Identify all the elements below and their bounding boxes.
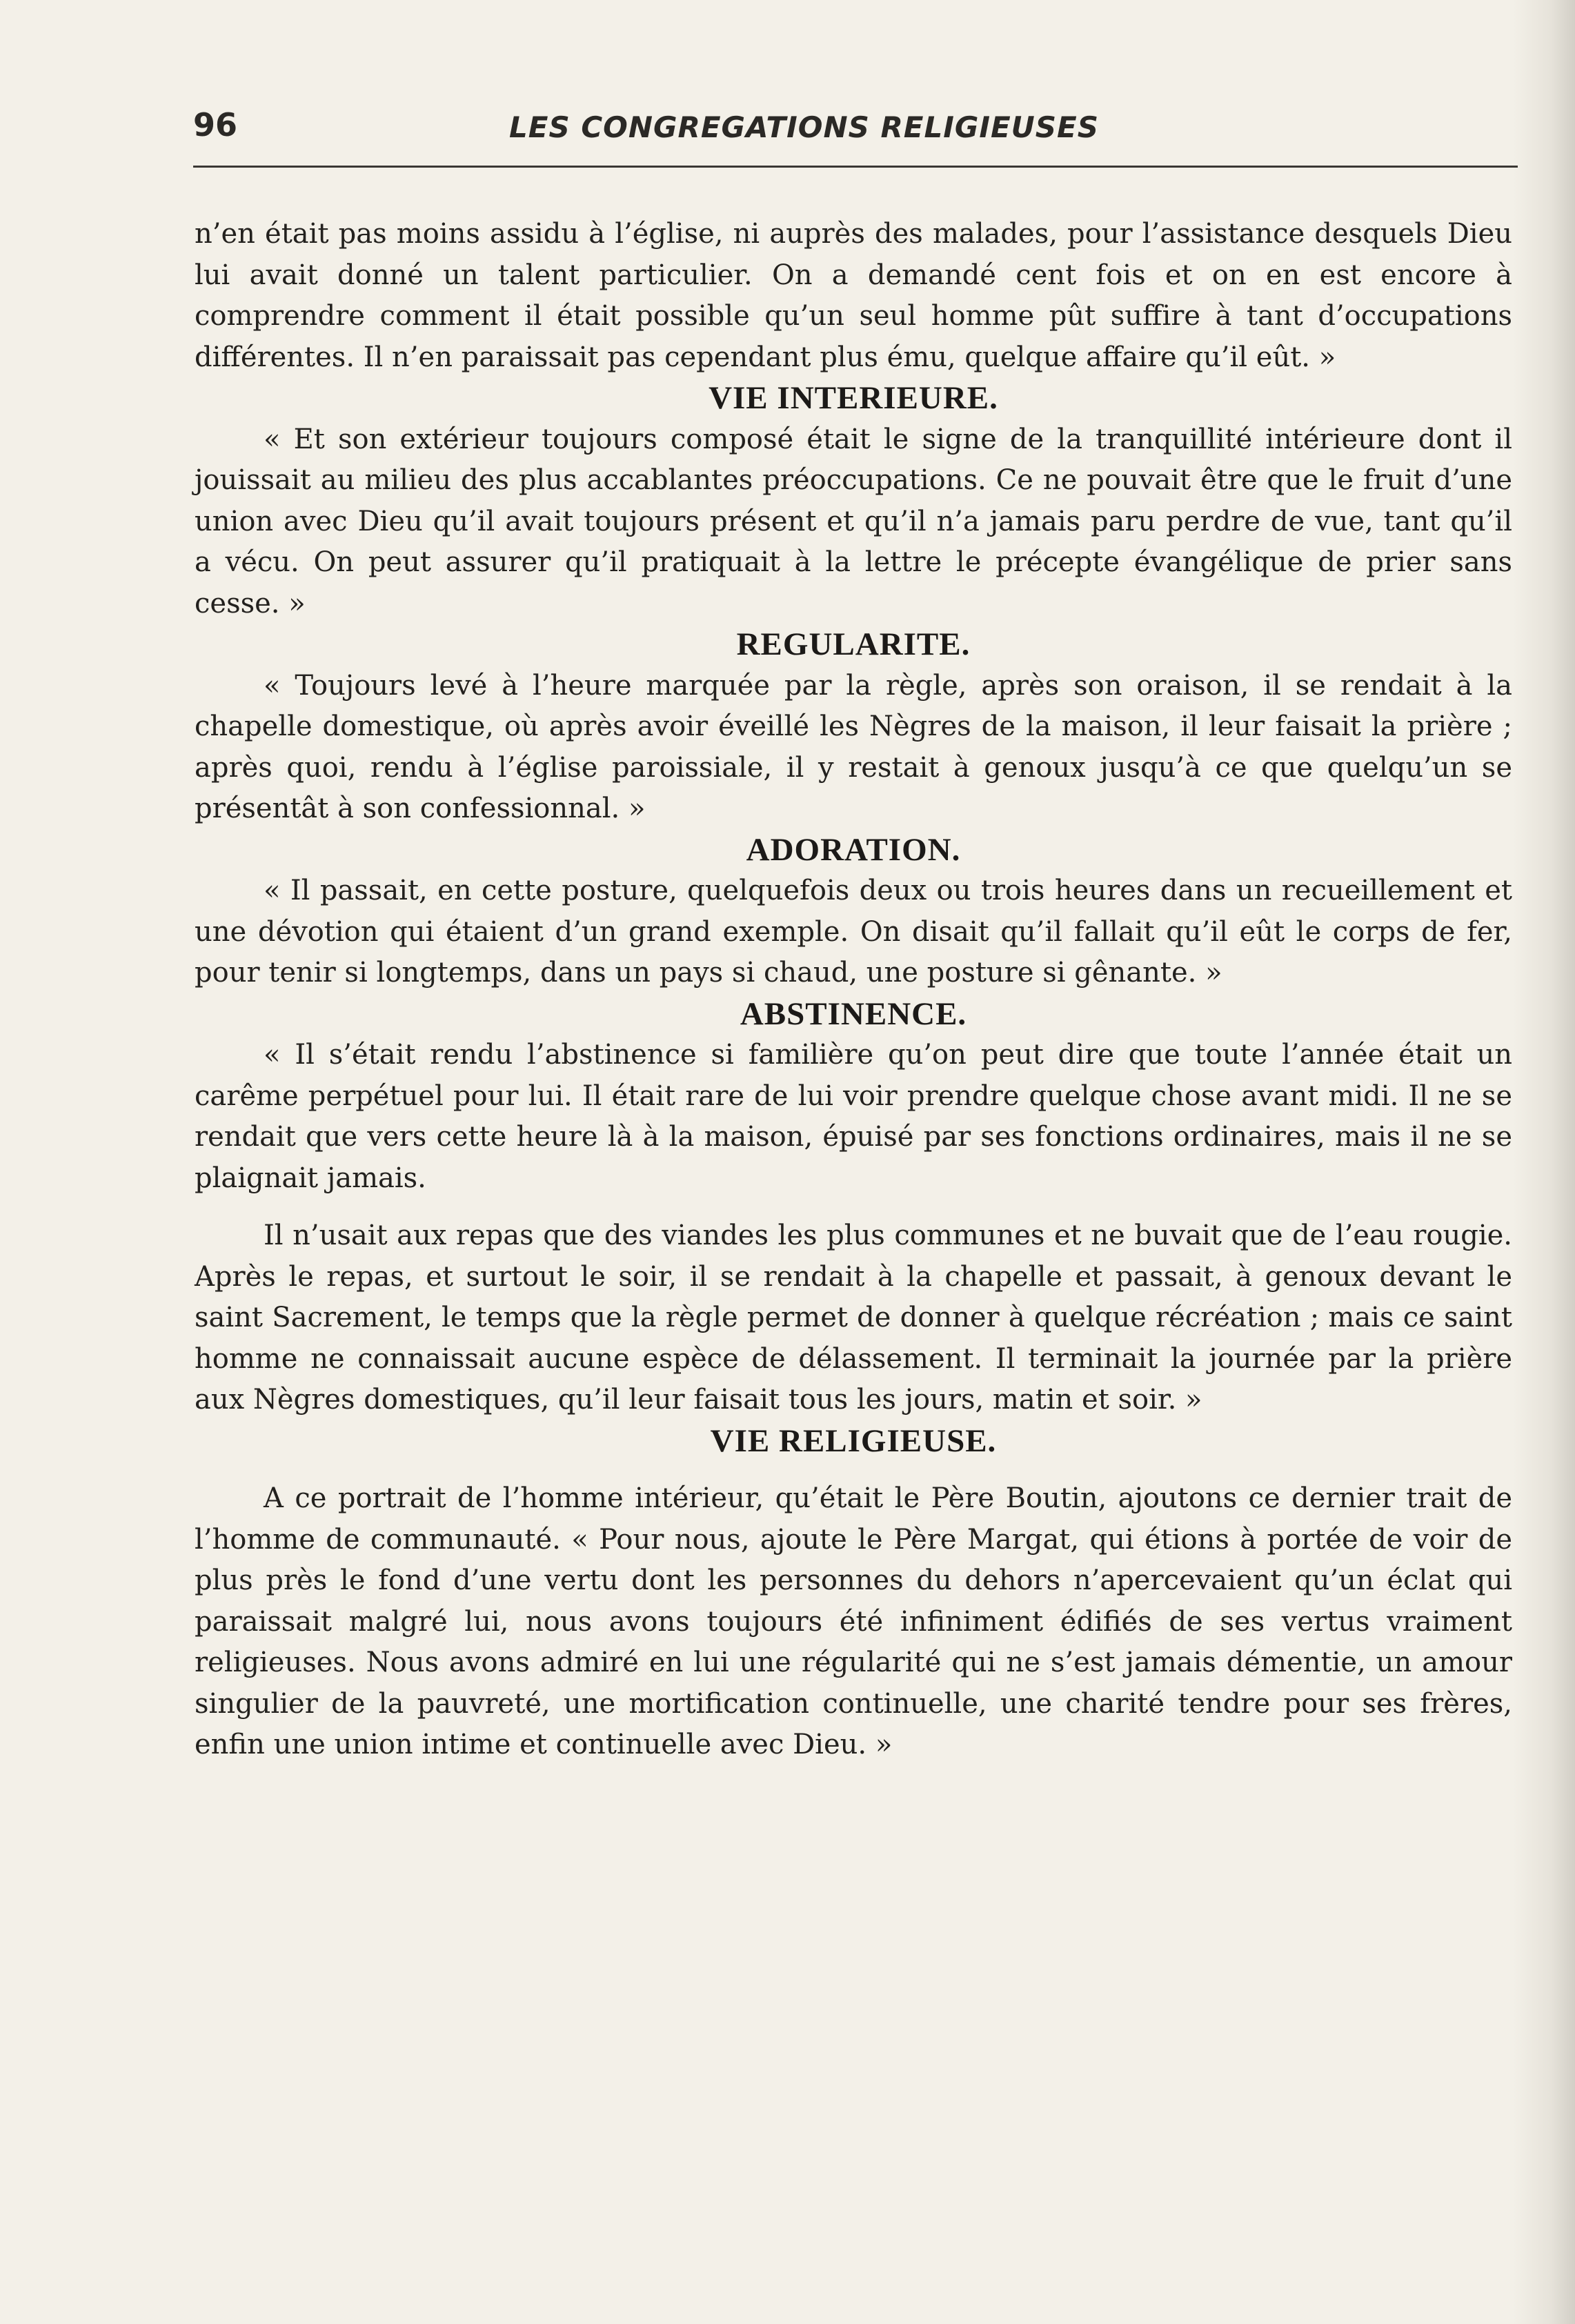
section-heading-abstinence: ABSTINENCE.: [740, 995, 967, 1032]
section-heading-vie-interieure: VIE INTERIEURE.: [709, 380, 998, 416]
paragraph-2: « Et son extérieur toujours composé était le signe de la tranquillité intérieure dont il jouissait au milieu des plus accablantes préoccupations. Ce ne pouvait être que le fruit d’une union avec Dieu qu’il avait toujours présent et qu’il n’a jamais paru perdre de vue, tant qu’il a vécu. On peut assurer qu’il pratiquait à la lettre le précepte évangélique de prier sans cesse. »: [195, 423, 1512, 619]
paragraph-1: n’en était pas moins assidu à l’église, ni auprès des malades, pour l’assistance desquels Dieu lui avait donné un talent particulier. On a demandé cent fois et on en est encore à comprendre comment il était possible qu’un seul homme pût suffire à tant d’occupations différentes. Il n’en paraissait pas cependant plus ému, quelque affaire qu’il eût. »: [195, 218, 1512, 373]
page-header: [193, 102, 1518, 168]
page-edge-shadow: [1513, 0, 1575, 2324]
running-title: LES CONGREGATIONS RELIGIEUSES: [509, 110, 1099, 144]
paragraph-gap: [195, 1199, 1512, 1215]
paragraph-6: Il n’usait aux repas que des viandes les plus communes et ne buvait que de l’eau rougie. Après le repas, et surtout le soir, il se rendait à la chapelle et passait, à genoux devant le saint Sacrement, le temps que la règle permet de donner à quelque récréation ; mais ce saint homme ne connaissait aucune espèce de délassement. Il terminait la journée par la prière aux Nègres domestiques, qu’il leur faisait tous les jours, matin et soir. »: [195, 1220, 1512, 1416]
page-body: [195, 214, 1512, 1766]
page-number: 96: [193, 106, 238, 143]
paragraph-7: A ce portrait de l’homme intérieur, qu’était le Père Boutin, ajoutons ce dernier trait de l’homme de communauté. « Pour nous, ajoute le Père Margat, qui étions à portée de voir de plus près le fond d’une vertu dont les personnes du dehors n’apercevaient qu’un éclat qui paraissait malgré lui, nous avons toujours été infiniment édifiés de ses vertus vraiment religieuses. Nous avons admiré en lui une régularité qui ne s’est jamais démentie, un amour singulier de la pauvreté, une mortification continuelle, une charité tendre pour ses frères, enfin une union intime et continuelle avec Dieu. »: [195, 1482, 1512, 1760]
paragraph-4: « Il passait, en cette posture, quelquefois deux ou trois heures dans un recueillement et une dévotion qui étaient d’un grand exemple. On disait qu’il fallait qu’il eût le corps de fer, pour tenir si longtemps, dans un pays si chaud, une posture si gênante. »: [195, 875, 1512, 989]
section-heading-adoration: ADORATION.: [746, 831, 961, 868]
paragraph-5: « Il s’était rendu l’abstinence si familière qu’on peut dire que toute l’année était un carême perpétuel pour lui. Il était rare de lui voir prendre quelque chose avant midi. Il ne se rendait que vers cette heure là à la maison, épuisé par ses fonctions ordinaires, mais il ne se plaignait jamais.: [195, 1039, 1512, 1194]
section-heading-vie-religieuse: VIE RELIGIEUSE.: [710, 1422, 997, 1459]
paragraph-gap: [195, 1462, 1512, 1478]
paragraph-3: « Toujours levé à l’heure marquée par la règle, après son oraison, il se rendait à la chapelle domestique, où après avoir éveillé les Nègres de la maison, il leur faisait la prière ; après quoi, rendu à l’église paroissiale, il y restait à genoux jusqu’à ce que quelqu’un se présentât à son confessionnal. »: [195, 669, 1512, 824]
section-heading-regularite: REGULARITE.: [736, 626, 971, 662]
